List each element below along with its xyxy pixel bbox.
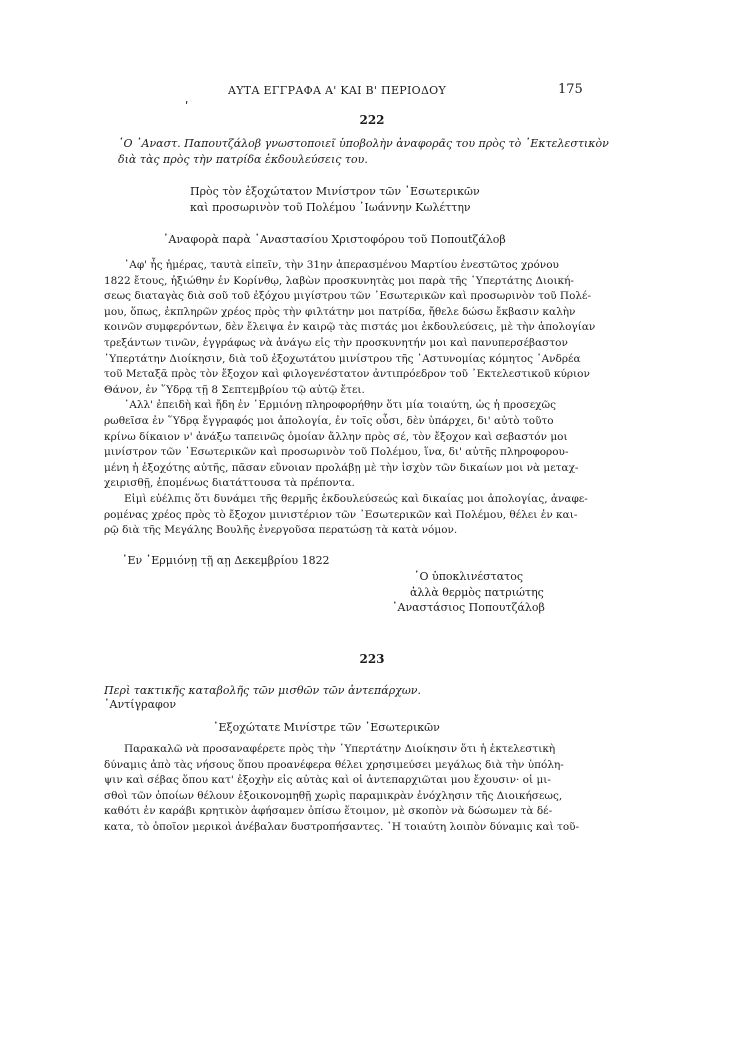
paragraph: ᾿Αφ' ἧς ἡμέρας, ταυτὰ εἰπεῖν, τὴν 31ην ἀπερασμένου Μαρτίου ἐνεστῶτος χρόνου 1822 ἔτους, ἠξιώθην ἐν Κορίνθῳ, λαβὼν προσκυνητὰς μοι παρὰ τῆς ῾Υπερτάτης Διοική- σεως διαταγὰς διὰ σοῦ τοῦ ἐξόχου μιγίστρου τῶν ᾿Εσωτερικῶν καὶ προσωρινὸν τοῦ Πολέ- μου, ὅπως, ἐκπληρῶν χρέος πρὸς τὴν φιλτάτην μοι πατρίδα, ἤθελε δώσω ἔκβασιν καλὴν κοινῶν συμφερόντων, δὲν ἔλειψα ἐν καιρῷ τὰς πιστάς μοι ἐκδουλεύσεις, μὲ τὴν ἀπολογίαν τρεξάντων τινῶν, ἐγγράφως νὰ ἀνάγω εἰς τὴν προσκυνητήν μοι καὶ πανυπερσέβαστον ῾Υπερτάτην Διοίκησιν, διὰ τοῦ ἐξοχωτάτου μινίστρου τῆς ᾿Αστυνομίας κόμητος ᾿Ανδρέα τοῦ Μεταξᾶ πρὸς τὸν ἔξοχον καὶ φιλογενέστατον ἀντιπρόεδρον τοῦ ᾿Εκτελεστικοῦ κύριον Θάνον, ἐν ῞Υδρᾳ τῇ 8 Σεπτεμβρίου τῷ αὐτῷ ἔτει. (104, 259, 596, 396)
signature-line: ῾Ο ὑποκλινέστατος (414, 570, 523, 583)
paragraph: Εἰμὶ εὐέλπις ὅτι δυνάμει τῆς θερμῆς ἐκδουλεύσεώς καὶ δικαίας μοι ἀπολογίας, ἀναφε- ρομένας χρέος πρὸς τὸ ἔξοχον μινιστέριον τῶν ᾿Εσωτερικῶν καὶ Πολέμου, θέλει ἐν και- ρῷ διὰ τῆς Μεγάλης Βουλῆς ἐνεργοῦσα περατώσῃ τὰ κατὰ νόμον. (104, 492, 588, 537)
address-line: καὶ προσωρινὸν τοῦ Πολέμου ᾿Ιωάννην Κωλέττην (190, 200, 471, 214)
summary-line: ῾Ο ᾿Αναστ. Παπουτζάλοβ γνωστοποιεῖ ὑποβολὴν ἀναφορᾶς του πρὸς τὸ ᾿Εκτελεστικὸν (118, 137, 609, 150)
document-summary-223: Περὶ τακτικῆς καταβολῆς τῶν μισθῶν τῶν ἀντεπάρχων. (104, 684, 421, 697)
copy-label: ᾿Αντίγραφον (104, 698, 177, 711)
report-subtitle: ᾿Αναφορὰ παρὰ ᾿Αναστασίου Χριστοφόρου τοῦ Ποποutζάλοβ (163, 233, 506, 246)
signature-block-222 (392, 569, 545, 616)
address-line: Πρὸς τὸν ἐξοχώτατον Μινίστρον τῶν ᾿Εσωτερικῶν (190, 185, 480, 198)
address-line-223: ᾿Εξοχώτατε Μινίστρε τῶν ᾿Εσωτερικῶν (213, 721, 440, 734)
signature-line: ᾿Αναστάσιος Ποπουτζάλοβ (392, 601, 545, 615)
page-number: 175 (558, 82, 583, 97)
document-number-223: 223 (359, 652, 385, 666)
paragraph: ᾿Αλλ' ἐπειδὴ καὶ ἤδη ἐν ῾Ερμιόνῃ πληροφορήθην ὅτι μία τοιαύτη, ὡς ἡ προσεχῶς ρωθεῖσα ἐν ῞Υδρᾳ ἔγγραφός μοι ἀπολογία, ἐν τοῖς οὖσι, δὲν ὑπάρχει, δι' αὐτὸ τοῦτο κρίνω δίκαιον ν' ἀνάξω ταπεινῶς ὁμοίαν ἄλλην πρὸς σέ, τὸν ἔξοχον καὶ σεβαστόν μοι μινίστρον τῶν ᾿Εσωτερικῶν καὶ προσωρινὸν τοῦ Πολέμου, ἵνα, δι' αὐτῆς πληροφορου- μένη ἡ ἐξοχότης αὐτῆς, πᾶσαν εὔνοιαν προλάβῃ μὲ τὴν ἰσχὺν τῶν δικαίων μοι νὰ μεταχ- χειρισθῇ, ἐπομένως διατάττουσα τὰ πρέποντα. (104, 399, 579, 490)
running-header: ΑΥΤΑ ΕΓΓΡΑΦΑ Α' ΚΑΙ Β' ΠΕΡΙΟΔΟΥ (228, 84, 447, 97)
dateline-222: ᾿Εν ῾Ερμιόνῃ τῇ αῃ Δεκεμβρίου 1822 (122, 554, 330, 567)
summary-line: διὰ τὰς πρὸς τὴν πατρίδα ἐκδουλεύσεις του. (118, 152, 368, 166)
stray-mark: ʹ (185, 100, 189, 114)
paragraph: Παρακαλῶ νὰ προσαναφέρετε πρὸς τὴν ῾Υπερτάτην Διοίκησιν ὅτι ἡ ἐκτελεστικὴ δύναμις ἀπὸ τὰς νήσους ὅπου προανέφερα θέλει χρησιμεύσει μεγάλως διὰ τὴν ὑπόλη- ψιν καὶ σέβας ὅπου κατ' ἐξοχὴν εἰς αὐτὰς καὶ οἱ ἀντεπαρχιῶται μου ἔχουσιν· οἱ μι- σθοὶ τῶν ὁποίων θέλουν ἐξοικονομηθῇ χωρὶς παραμικρὰν ἐνόχλησιν τῆς Διοικήσεως, καθότι ἐν καράβι κρητικὸν ἀφήσαμεν ὀπίσω ἕτοιμον, μὲ σκοπὸν νὰ δώσωμεν τὰ δέ- κατα, τὸ ὁποῖον μερικοὶ ἀνέβαλαν δυστροπήσαντες. ῾Η τοιαύτη λοιπὸν δύναμις καὶ τοῦ- (104, 743, 580, 833)
signature-line: ἀλλὰ θερμὸς πατριώτης (410, 585, 544, 599)
document-body-222 (104, 258, 596, 539)
document-summary-222 (118, 136, 609, 167)
address-block-222 (190, 184, 590, 215)
document-number-222: 222 (359, 113, 385, 127)
document-body-223 (104, 742, 580, 836)
